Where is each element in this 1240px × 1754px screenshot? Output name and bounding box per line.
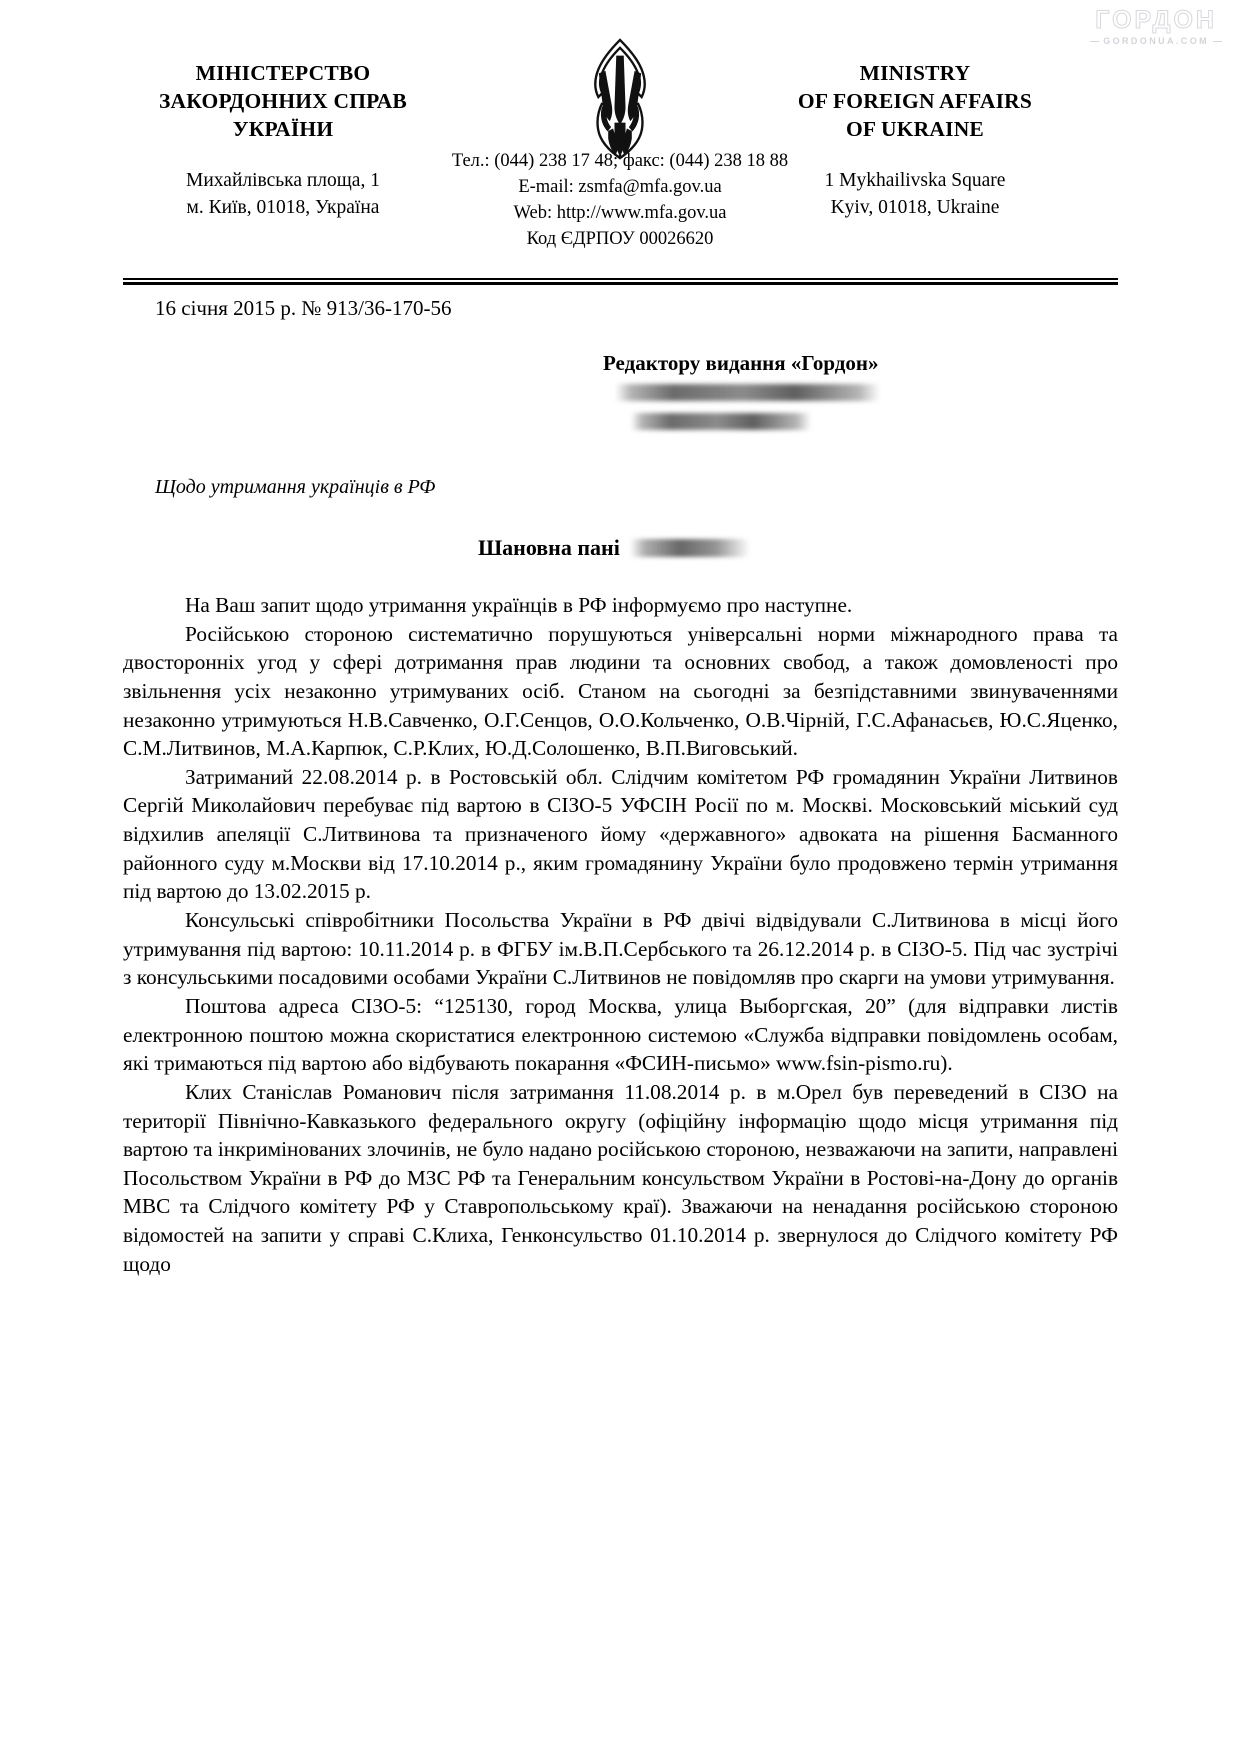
letter-body xyxy=(123,296,1118,1278)
watermark-main-text: ГОРДОН xyxy=(1095,6,1217,34)
watermark-sub-text xyxy=(1086,36,1226,46)
letter-paragraph: На Ваш запит щодо утримання українців в РФ інформуємо про наступне. xyxy=(185,593,853,617)
redacted-salutation-name xyxy=(630,539,750,557)
letterhead xyxy=(0,46,1240,271)
addressee-block xyxy=(603,351,1118,430)
letter-salutation xyxy=(478,535,1118,561)
letterhead-ukrainian-block xyxy=(118,60,448,222)
ministry-title-uk-line3: УКРАЇНИ xyxy=(232,116,334,141)
ministry-title-en-line3: OF UKRAINE xyxy=(846,116,984,141)
watermark-domain: GORDONUA.COM xyxy=(1103,36,1209,46)
contact-website: Web: http://www.mfa.gov.ua xyxy=(513,202,727,223)
contact-phone-fax: Тел.: (044) 238 17 48; факс: (044) 238 18 88 xyxy=(451,151,789,171)
ministry-title-en-line1: MINISTRY xyxy=(859,61,971,85)
letter-date-and-reference-number: 16 січня 2015 р. № 913/36-170-56 xyxy=(155,296,452,320)
ministry-address-ukrainian xyxy=(118,168,448,222)
ministry-title-uk-line1: МІНІСТЕРСТВО xyxy=(195,61,371,85)
ministry-title-en-line2: OF FOREIGN AFFAIRS xyxy=(797,88,1033,113)
ministry-title-english xyxy=(750,60,1080,144)
letter-paragraph: Клих Станіслав Романович після затримання 11.08.2014 р. в м.Орел був переведений в СІЗО на території Північно-Кавказького федерального округу (офіційну інформацію щодо місця утримання під вартою та інкримінованих злочинів, не було надано російською стороною, незважаючи на запити, направлені Посольством України в РФ до МЗС РФ та Генеральним консульством України в Ростові-на-Дону до органів МВС та Слідчого комітету РФ у Ставропольському краї). Зважаючи на ненадання російською стороною відомостей на запити у справі С.Клиха, Генконсульство 01.10.2014 р. звернулося до Слідчого комітету РФ щодо xyxy=(123,1079,1118,1276)
letter-paragraph: Консульські співробітники Посольства України в РФ двічі відвідували С.Литвинова в місці його утримування під вартою: 10.11.2014 р. в ФГБУ ім.В.П.Сербського та 26.12.2014 р. в СІЗО-5. Під час зустрічі з консульськими посадовими особами України С.Литвинов не повідомляв про скарги на умови утримування. xyxy=(123,908,1118,990)
address-uk-line1: Михайлівська площа, 1 xyxy=(186,169,380,191)
address-uk-line2: м. Київ, 01018, Україна xyxy=(186,196,380,218)
address-en-line1: 1 Mykhailivska Square xyxy=(824,169,1006,191)
salutation-text: Шановна пані xyxy=(478,535,620,560)
redacted-addressee-name xyxy=(615,384,880,401)
contact-email: E-mail: zsmfa@mfa.gov.ua xyxy=(518,176,722,197)
contact-edrpou-code: Код ЄДРПОУ 00026620 xyxy=(526,228,714,249)
watermark-dash-left: — xyxy=(1090,36,1100,46)
letter-paragraphs xyxy=(123,591,1118,1278)
ministry-address-english xyxy=(750,168,1080,222)
letter-paragraph: Російською стороною систематично порушуються універсальні норми міжнародного права та двосторонніх угод у сфері дотримання прав людини та основних свобод, а також домовленості про звільнення усіх незаконно утримуваних осіб. Станом на сьогодні за безпідставними звинуваченнями незаконно утримуються Н.В.Савченко, О.Г.Сенцов, О.О.Кольченко, О.В.Чірній, Г.С.Афанасьєв, Ю.С.Яценко, С.М.Литвинов, М.А.Карпюк, С.Р.Клих, Ю.Д.Солошенко, В.П.Виговський. xyxy=(123,621,1118,761)
gordon-watermark xyxy=(1086,8,1226,46)
letterhead-english-block xyxy=(750,60,1080,222)
address-en-line2: Kyiv, 01018, Ukraine xyxy=(830,196,1000,218)
ministry-title-ukrainian xyxy=(118,60,448,144)
addressee-title: Редактору видання «Гордон» xyxy=(603,351,879,375)
letterhead-divider-rule xyxy=(123,278,1118,285)
letter-paragraph: Затриманий 22.08.2014 р. в Ростовській обл. Слідчим комітетом РФ громадянин України Литвинов Сергій Миколайович перебуває під вартою в СІЗО-5 УФСІН Росії по м. Москві. Московський міський суд відхилив апеляції С.Литвинова та призначеного йому «державного» адвоката на рішення Басманного районного суду м.Москви від 17.10.2014 р., яким громадянину України було продовжено термін утримання під вартою до 13.02.2015 р. xyxy=(123,764,1118,904)
ukrainian-trident-coat-of-arms-icon xyxy=(572,34,668,164)
letter-subject-line: Щодо утримання українців в РФ xyxy=(155,476,436,498)
watermark-dash-right: — xyxy=(1213,36,1222,46)
ministry-title-uk-line2: ЗАКОРДОННИХ СПРАВ xyxy=(159,88,407,113)
redacted-addressee-detail xyxy=(631,413,811,430)
letter-paragraph: Поштова адреса СІЗО-5: “125130, город Москва, улица Выборгская, 20” (для відправки листів електронною поштою можна скористатися електронною системою «Служба відправки повідомлень особам, які тримаються під вартою або відбувають покарання «ФСИН-письмо» www.fsin-pismo.ru). xyxy=(123,993,1118,1076)
